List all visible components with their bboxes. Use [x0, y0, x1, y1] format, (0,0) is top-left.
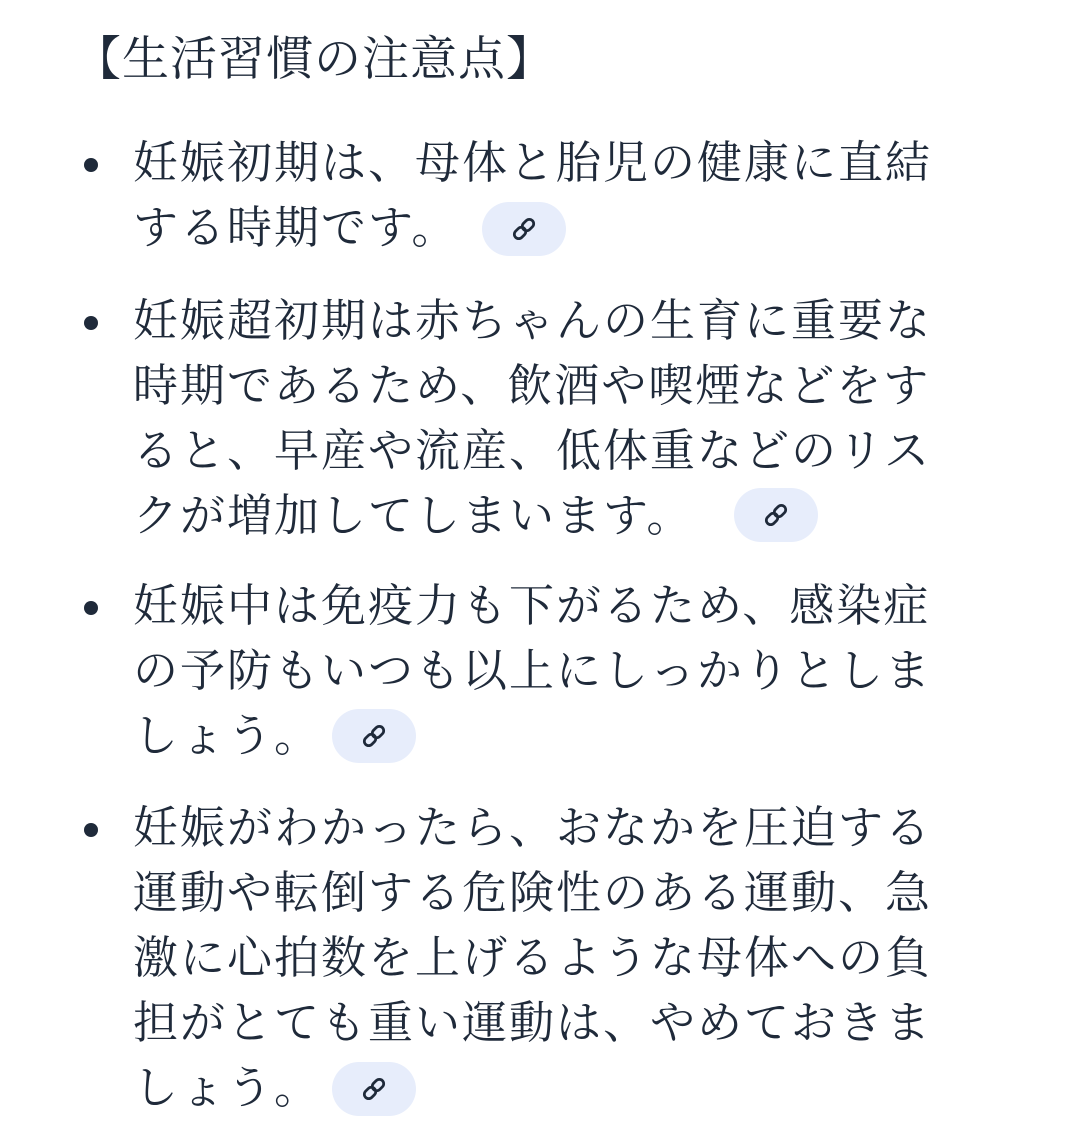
source-link-button[interactable] [332, 1062, 416, 1116]
bullet-icon [84, 601, 98, 615]
bullet-icon [84, 316, 98, 330]
source-link-button[interactable] [734, 488, 818, 542]
link-icon [761, 500, 791, 530]
link-icon [359, 721, 389, 751]
item-text-line: ると、早産や流産、低体重などのリス [133, 424, 932, 477]
item-text-line: 妊娠初期は、母体と胎児の健康に直結 [133, 136, 933, 189]
item-text-line: の予防もいつも以上にしっかりとしま [133, 644, 933, 697]
bullet-icon [84, 823, 98, 837]
item-text-line: 妊娠超初期は赤ちゃんの生育に重要な [133, 294, 933, 347]
link-icon [509, 214, 539, 244]
item-text-line: クが増加してしまいます。 [133, 489, 694, 542]
item-text-line: 担がとても重い運動は、やめておきま [133, 996, 933, 1049]
item-text-line: しょう。 [133, 1061, 322, 1114]
bullet-icon [84, 158, 98, 172]
item-text-line: しょう。 [133, 709, 322, 762]
item-text-line: 妊娠がわかったら、おなかを圧迫する [133, 801, 933, 854]
source-link-button[interactable] [482, 202, 566, 256]
item-text-line: する時期です。 [133, 201, 459, 254]
source-link-button[interactable] [332, 709, 416, 763]
item-text-line: 時期であるため、飲酒や喫煙などをす [133, 359, 931, 412]
item-text-line: 妊娠中は免疫力も下がるため、感染症 [133, 579, 931, 632]
link-icon [359, 1074, 389, 1104]
item-text-line: 運動や転倒する危険性のある運動、急 [133, 866, 933, 919]
section-heading: 【生活習慣の注意点】 [74, 32, 554, 87]
item-text-line: 激に心拍数を上げるような母体への負 [133, 931, 933, 984]
